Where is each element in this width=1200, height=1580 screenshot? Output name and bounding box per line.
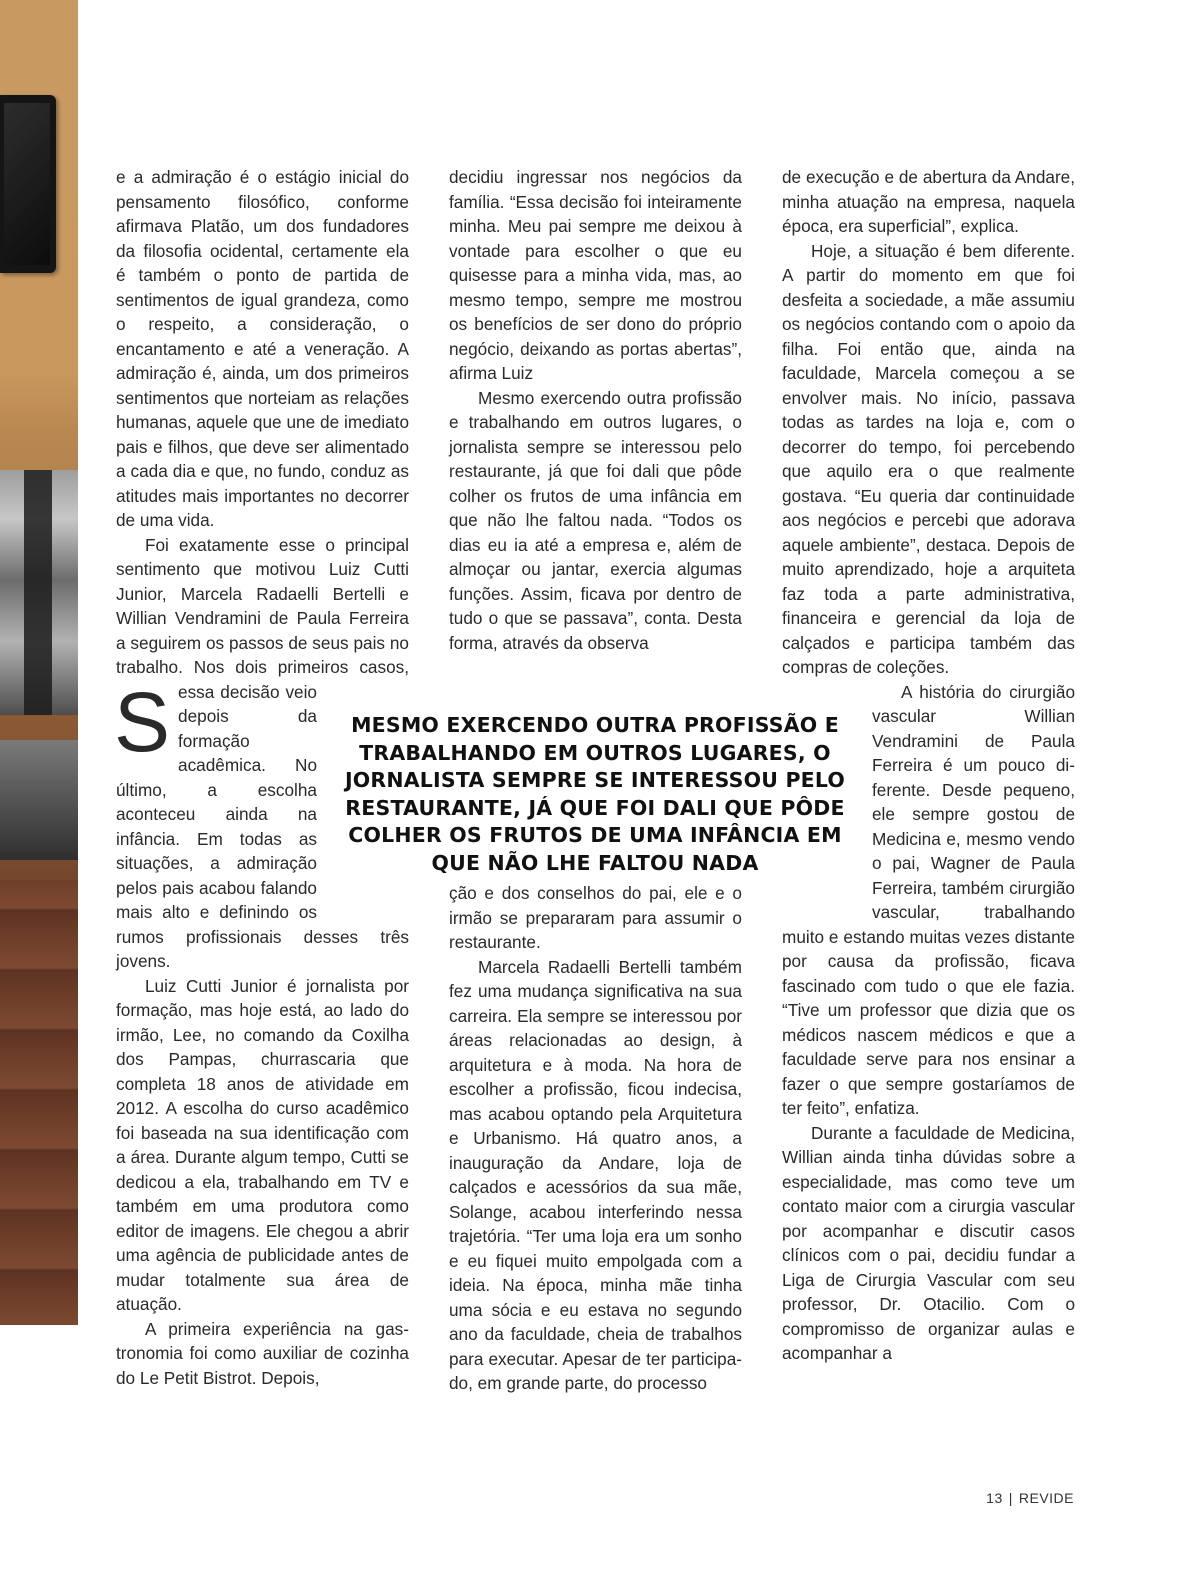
page-footer <box>986 1490 1074 1506</box>
sofa-image <box>0 470 78 715</box>
page-number: 13 <box>986 1490 1003 1506</box>
cushion-image <box>0 740 78 860</box>
paragraph: Marcela Radaelli Bertelli também fez uma mudança significativa na sua carreira. Ela sempre se interessou por áreas relacionadas ao design, à arquitetura e à moda. Na hora de escolher a profissão, ficou indecisa, mas acabou optando pela Arquitetura e Urbanismo. Há quatro anos, a inauguração da Andare, loja de calçados e acessórios da sua mãe, Solange, acabou interferindo nessa trajetória. “Ter uma loja era um sonho e eu fiquei muito empolgada com a ideia. Na época, minha mãe tinha uma sócia e eu estava no segundo ano da faculdade, cheia de trabalhos para executar. Apesar de ter participado, em grande parte, do processo <box>449 956 742 1393</box>
paragraph: Durante a faculdade de Medicina, Willian ainda tinha dúvidas sobre a especialidade, mas como teve um contato maior com a cirurgia vascular por acompanhar e discutir casos clínicos com o pai, decidiu fundar a Liga de Cirurgia Vascular com seu professor, Dr. Otacilio. Com o compromisso de organizar aulas e acompanhar a <box>782 1122 1075 1363</box>
side-photo <box>0 0 78 1325</box>
paragraph: decidiu ingressar nos negócios da família. “Essa decisão foi inteiramente minha. Meu pai sempre me deixou à vontade para escolher o que eu quisesse para a minha vida, mas, ao mesmo tempo, sempre me mostrou os benefícios de ser dono do próprio negócio, deixando as portas abertas”, afirma Luiz <box>449 167 742 383</box>
pull-quote: MESMO EXERCENDO OUTRA PROFISSÃO E TRABALHANDO EM OUTROS LUGARES, O JORNALISTA SEMPRE SE INTERESSOU PELO RESTAURANTE, JÁ QUE FOI DALI QUE PÔDE COLHER OS FRUTOS DE UMA INFÂNCIA EM QUE NÃO LHE FALTOU NADA <box>344 713 846 875</box>
drop-cap: S <box>114 675 171 769</box>
paragraph: de execução e de abertura da Andare, minha atuação na empresa, naquela época, era superficial”, explica. <box>782 167 1075 236</box>
paragraph: Mesmo exercendo outra profissão e trabalhando em outros lugares, o jornalista sempre se interessou pelo restaurante, já que foi dali que pôde colher os frutos de uma infância em que não lhe faltou nada. “Todos os dias eu ia até a empresa e, além de almoçar ou jantar, exercia algumas funções. Assim, ficava por dentro de tudo o que se passava”, conta. Desta forma, através da observa <box>449 387 742 653</box>
paragraph: Luiz Cutti Junior é jornalista por formação, mas hoje está, ao lado do irmão, Lee, no comando da Coxilha dos Pampas, churrascaria que completa 18 anos de atividade em 2012. A escolha do curso acadêmico foi baseada na sua identificação com a área. Durante algum tempo, Cutti se dedicou a ela, trabalhando em TV e também em uma produtora como editor de imagens. Ele chegou a abrir uma agência de publicidade antes de mudar totalmente sua área de atuação. <box>116 975 409 1314</box>
tv-image <box>0 95 56 273</box>
paragraph: ção e dos conselhos do pai, ele e o irmão se prepararam para assumir o restaurante. <box>449 883 742 952</box>
footer-separator: | <box>1008 1490 1013 1506</box>
paragraph: S e a admiração é o estágio inicial do pensamento filosófico, conforme afirmava Platão, um dos fundadores da filosofia ocidental, certamente ela é também o ponto de partida de sentimentos de igual grandeza, como o respeito, a consideração, o encantamento e até a veneração. A admiração é, ainda, um dos primeiros sentimentos que norteiam as relações humanas, aquele que une de imediato pais e filhos, que deve ser alimentado a cada dia e que, no fundo, conduz as atitudes mais importantes no decorrer de uma vida. <box>114 167 409 769</box>
paragraph: Hoje, a situação é bem diferente. A partir do momento em que foi desfeita a sociedade, a mãe assumiu os negócios contando com o apoio da filha. Foi então que, ainda na faculdade, Marcela começou a se envolver mais. No início, passava todas as tardes na loja e, com o decorrer do tempo, foi percebendo que aquilo era o que realmente gostava. “Eu queria dar continuidade aos negócios e percebi que adorava aquele ambiente”, destaca. Depois de muito aprendizado, hoje a arquiteta faz toda a parte administrativa, financeira e gerencial da loja de calçados e participa também das compras de coleções. <box>782 240 1075 677</box>
magazine-name: REVIDE <box>1018 1490 1074 1506</box>
paragraph: A história do cirurgião vascular Willian Vendramini de Paula Ferreira é um pouco diferente. Desde pequeno, ele sempre gostou de Medicina e, mesmo vendo o pai, Wagner de Paula Ferreira, também cirurgião vascular, trabalhando muito e estando muitas vezes distante por causa da profissão, ficava fascinado com tudo o que ele fazia. “Tive um professor que dizia que os médicos nascem médicos e que a faculdade serve para nos ensinar a fazer o que sempre gostaríamos de ter feito”, enfatiza. <box>782 681 1075 1118</box>
paragraph: Foi exatamente esse o principal sentimento que motivou Luiz Cutti Junior, Marcela Radaelli Bertelli e Willian Vendramini de Paula Ferreira a seguirem os passos de seus pais no trabalho. Nos dois primeiros casos, essa decisão veio depois da formação acadêmica. No último, a escolha aconteceu ainda na infância. Em todas as situações, a admiração pelos pais acabou falando mais alto e definindo os rumos profissionais desses três jovens. <box>116 534 409 971</box>
floor-image <box>0 880 78 1325</box>
paragraph: A primeira experiência na gastronomia foi como auxiliar de cozinha do Le Petit Bistrot. Depois, <box>116 1318 409 1388</box>
